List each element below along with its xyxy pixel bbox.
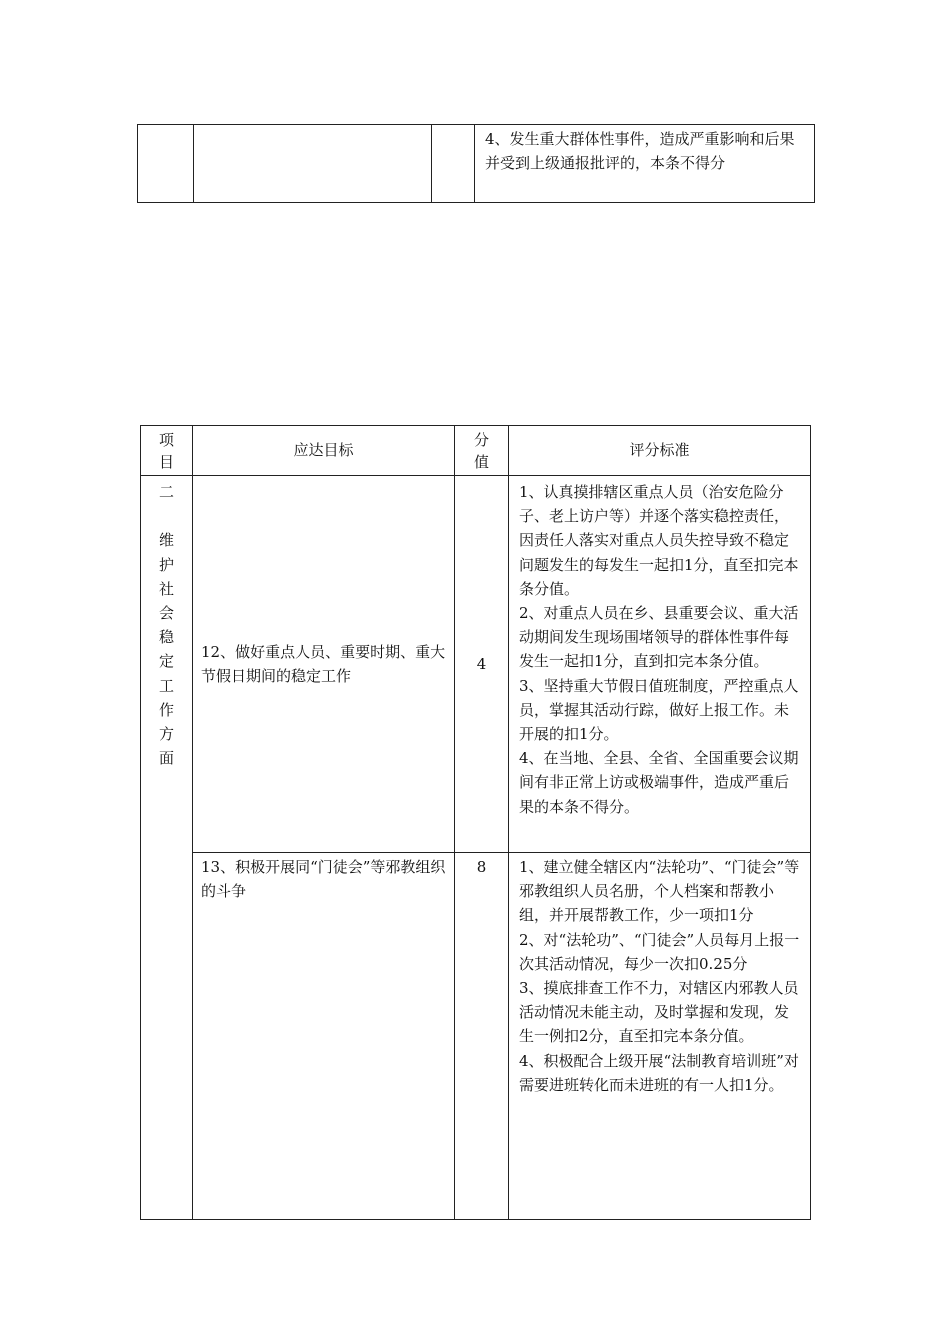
criterion-item: 3、摸底排查工作不力，对辖区内邪教人员活动情况未能主动，及时掌握和发现，发生一例扣2分，直至扣完本条分值。 [519,979,799,1046]
score-cell [432,125,475,203]
score-cell: 8 [455,853,509,1220]
criterion-item: 2、对重点人员在乡、县重要会议、重大活动期间发生现场围堵领导的群体性事件每发生一起扣1分，直到扣完本条分值。 [519,604,799,671]
goal-cell [194,125,432,203]
score-cell: 4 [455,476,509,853]
header-criteria: 评分标准 [509,426,811,476]
criteria-cell [509,853,811,1220]
criterion-item: 3、坚持重大节假日值班制度，严控重点人员，掌握其活动行踪，做好上报工作。未开展的扣1分。 [519,676,799,744]
header-row [141,426,811,476]
criterion-item: 2、对“法轮功”、“门徒会”人员每月上报一次其活动情况，每少一次扣0.25分 [519,930,800,973]
table-row [141,476,811,853]
header-item: 项目 [141,426,193,476]
previous-page-table [137,124,815,203]
criterion-item: 4、积极配合上级开展“法制教育培训班”对需要进班转化而未进班的有一人扣1分。 [519,1051,799,1094]
criterion-item: 1、建立健全辖区内“法轮功”、“门徒会”等邪教组织人员名册，个人档案和帮教小组，并开展帮教工作，少一项扣1分 [519,858,800,925]
header-goal: 应达目标 [193,426,455,476]
header-score: 分值 [455,426,509,476]
scoring-table [140,425,811,1220]
goal-cell: 12、做好重点人员、重要时期、重大节假日期间的稳定工作 [193,476,455,853]
item-cell [138,125,194,203]
criteria-cell [509,476,811,853]
table-row [141,853,811,1220]
criteria-cell: 4、发生重大群体性事件，造成严重影响和后果并受到上级通报批评的，本条不得分 [475,125,815,203]
criterion-item: 4、在当地、全县、全省、全国重要会议期间有非正常上访或极端事件，造成严重后果的本条不得分。 [519,749,799,816]
table-row [138,125,815,203]
category-cell: 二 维 护 社 会 稳 定 工 作 方 面 [141,476,193,1220]
criterion-item: 1、认真摸排辖区重点人员（治安危险分子、老上访户等）并逐个落实稳控责任，因责任人落实对重点人员失控导致不稳定问题发生的每发生一起扣1分，直至扣完本条分值。 [519,483,799,598]
goal-cell: 13、积极开展同“门徒会”等邪教组织的斗争 [193,853,455,1220]
